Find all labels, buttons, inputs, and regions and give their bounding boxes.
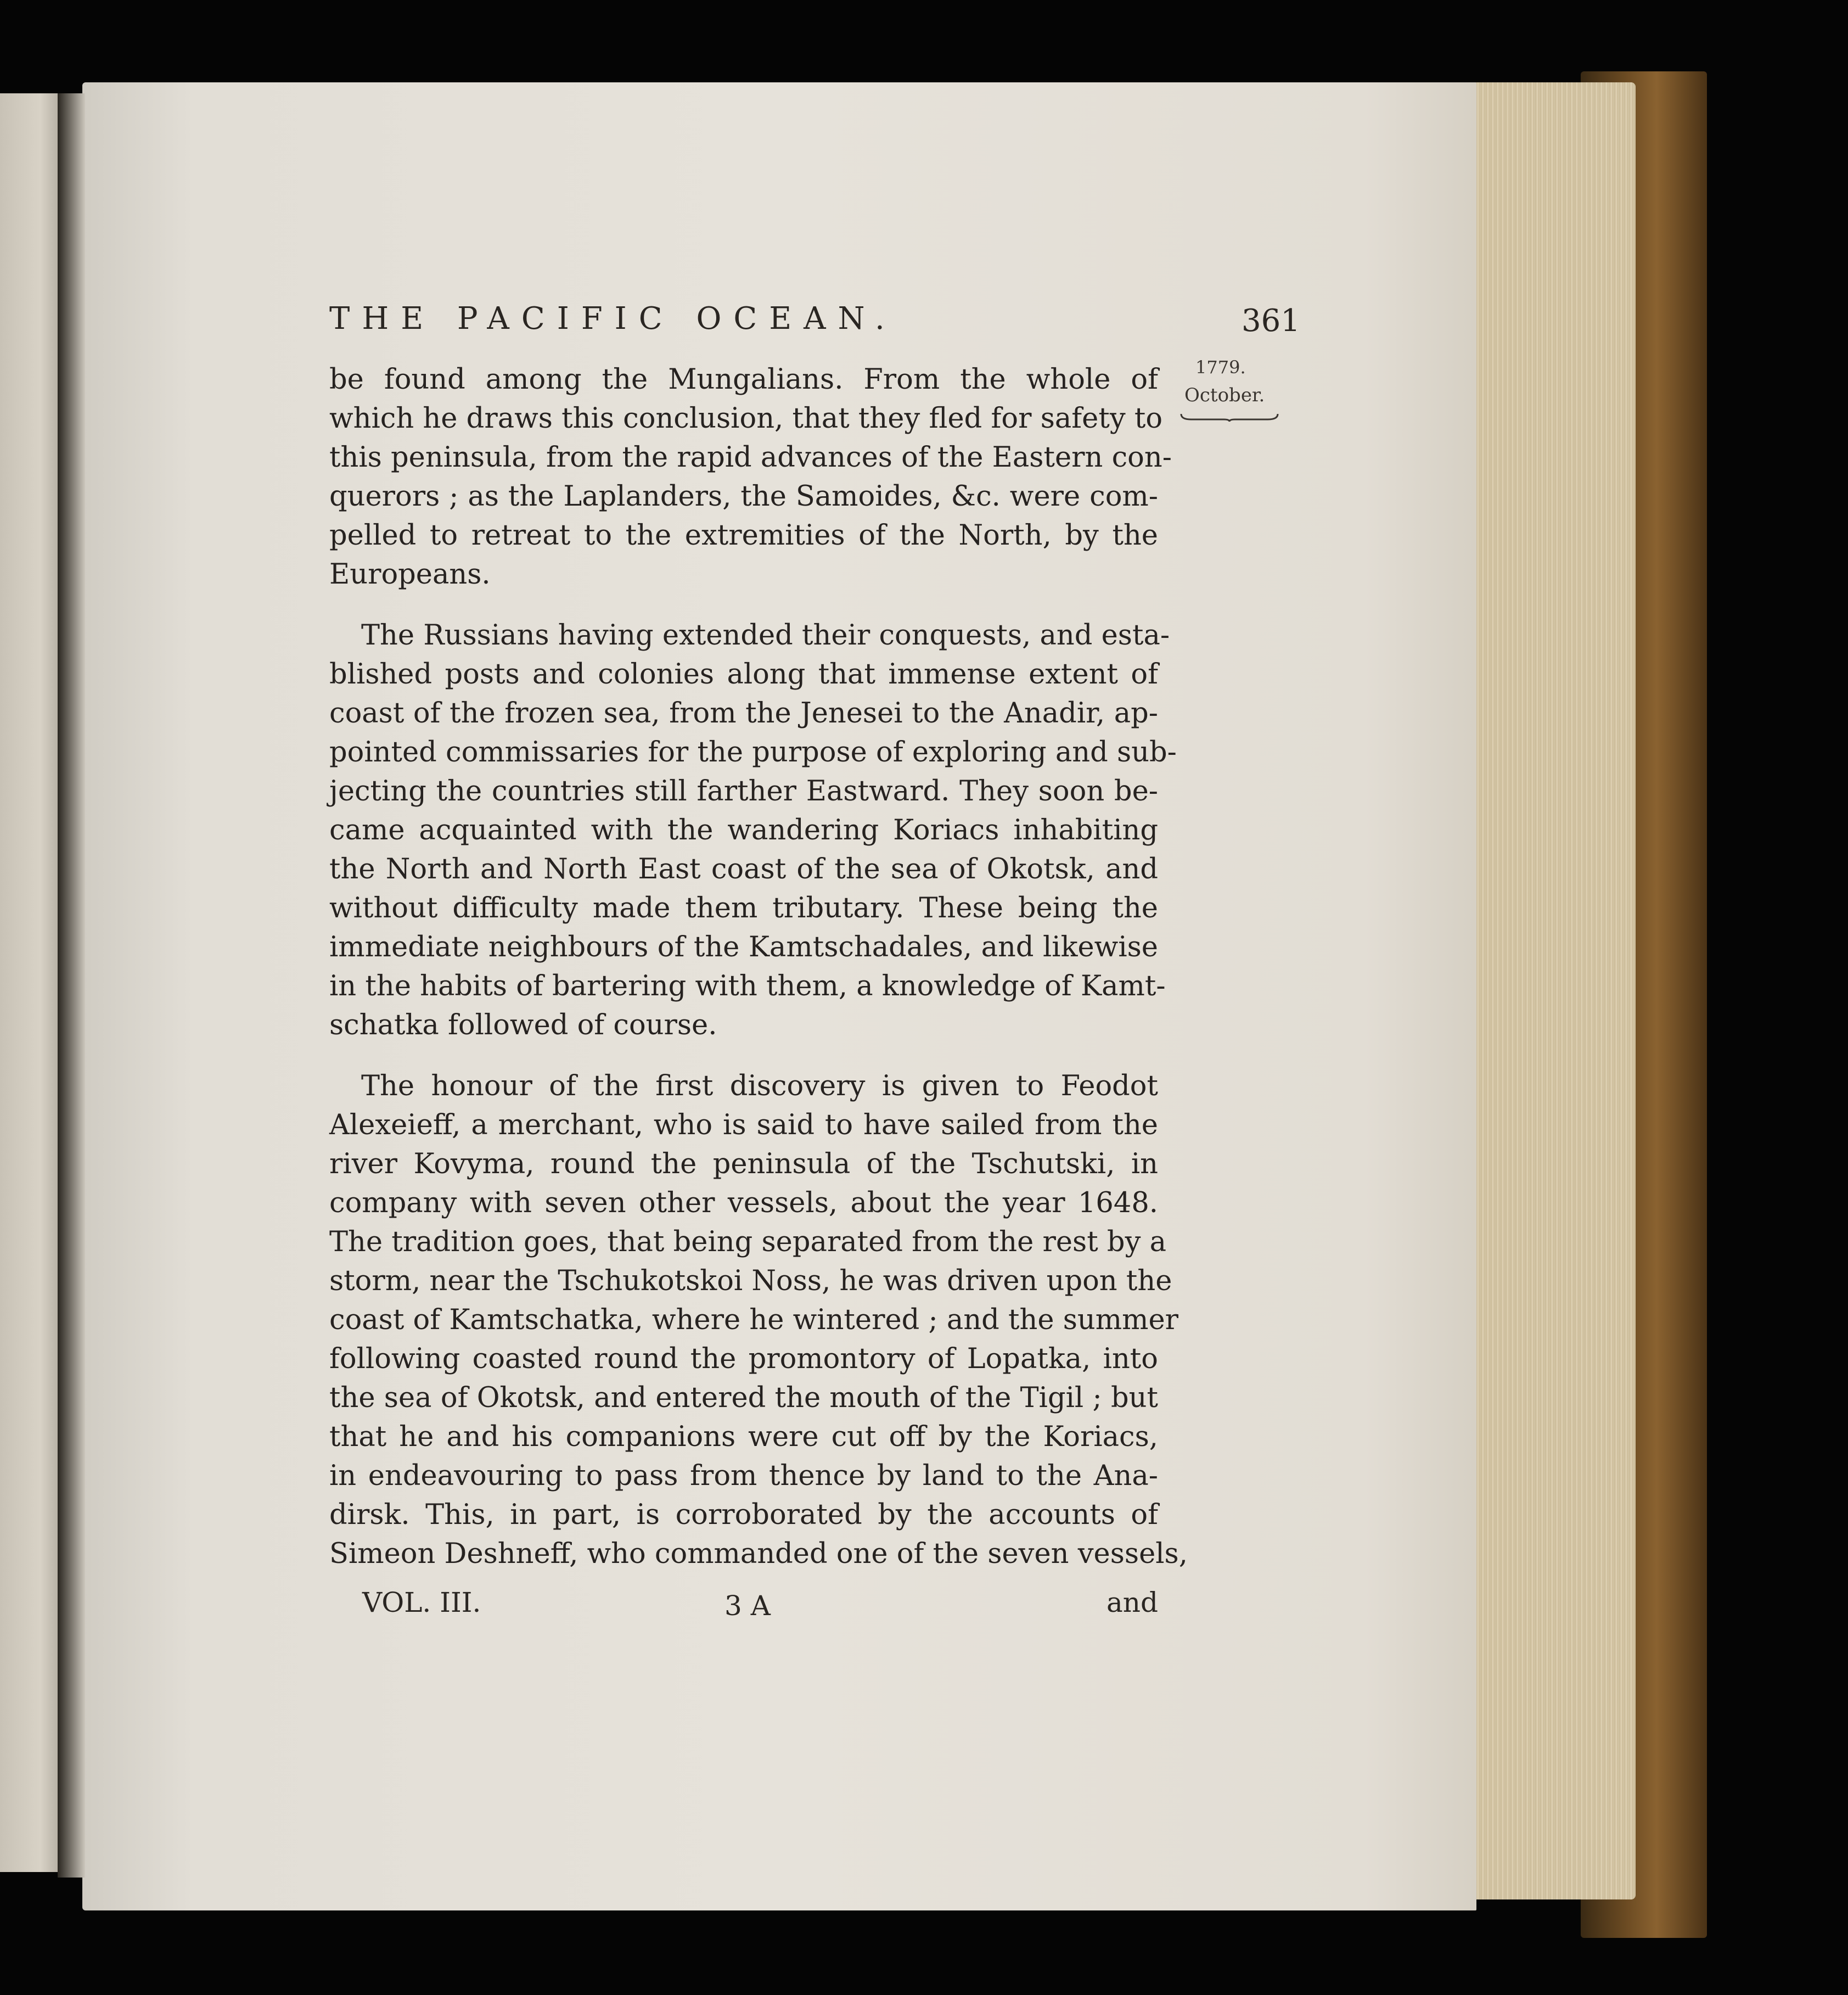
left-page-edge — [0, 93, 58, 1872]
margin-note-year: 1779. — [1195, 357, 1246, 378]
page-edges — [1460, 82, 1636, 1899]
paragraph-gap — [329, 1045, 1158, 1067]
text-line: in the habits of bartering with them, a knowledge of Kamt- — [329, 970, 1166, 1002]
text-line: without difficulty made them tributary. These being the — [329, 892, 1158, 924]
page-number: 361 — [1242, 303, 1300, 339]
text-line: The tradition goes, that being separated from the rest by a — [329, 1226, 1166, 1258]
text-line: Alexeieff, a merchant, who is said to have sailed from the — [329, 1109, 1158, 1141]
text-line: coast of Kamtschatka, where he wintered ; and the summer — [329, 1304, 1179, 1336]
signature-mark: 3 A — [724, 1590, 771, 1622]
paragraph-gap — [329, 594, 1158, 616]
text-line: came acquainted with the wandering Koriacs inhabiting — [329, 814, 1158, 847]
text-line: blished posts and colonies along that immense extent of — [329, 658, 1158, 691]
text-line: this peninsula, from the rapid advances of the Eastern con- — [329, 441, 1172, 474]
text-line: dirsk. This, in part, is corroborated by the accounts of — [329, 1499, 1158, 1531]
text-line: the North and North East coast of the sea of Okotsk, and — [329, 853, 1158, 886]
margin-brace-icon — [1180, 413, 1279, 422]
text-line: schatka followed of course. — [329, 1009, 717, 1041]
text-line: river Kovyma, round the peninsula of the Tschutski, in — [329, 1148, 1158, 1180]
text-line: storm, near the Tschukotskoi Noss, he was driven upon the — [329, 1265, 1172, 1297]
catchword: and — [1106, 1587, 1158, 1618]
text-line: the sea of Okotsk, and entered the mouth of the Tigil ; but — [329, 1382, 1158, 1414]
volume-label: VOL. III. — [362, 1587, 481, 1618]
text-line: jecting the countries still farther Eastward. They soon be- — [329, 775, 1158, 808]
text-line: Simeon Deshneff, who commanded one of the seven vessels, — [329, 1538, 1188, 1570]
text-line: pointed commissaries for the purpose of exploring and sub- — [329, 736, 1177, 769]
page-footer — [329, 1587, 1158, 1625]
text-line: be found among the Mungalians. From the whole of — [329, 363, 1158, 396]
margin-note-month: October. — [1184, 384, 1265, 406]
text-line: immediate neighbours of the Kamtschadales, and likewise — [329, 931, 1158, 963]
body-text — [329, 360, 1188, 1573]
text-line: company with seven other vessels, about the year 1648. — [329, 1187, 1158, 1219]
running-title: THE PACIFIC OCEAN. — [329, 301, 897, 337]
text-line: coast of the frozen sea, from the Jenesei to the Anadir, ap- — [329, 697, 1158, 730]
text-line: that he and his companions were cut off by the Koriacs, — [329, 1421, 1158, 1453]
text-line: following coasted round the promontory of Lopatka, into — [329, 1343, 1158, 1375]
text-line: which he draws this conclusion, that they fled for safety to — [329, 402, 1163, 435]
text-line: querors ; as the Laplanders, the Samoides, &c. were com- — [329, 480, 1158, 513]
book-gutter — [58, 93, 85, 1878]
text-line: pelled to retreat to the extremities of the North, by the — [329, 519, 1158, 552]
text-line: The Russians having extended their conquests, and esta- — [361, 619, 1170, 652]
text-line: in endeavouring to pass from thence by land to the Ana- — [329, 1460, 1158, 1492]
text-line: Europeans. — [329, 558, 491, 591]
text-line: The honour of the first discovery is given to Feodot — [361, 1070, 1158, 1102]
